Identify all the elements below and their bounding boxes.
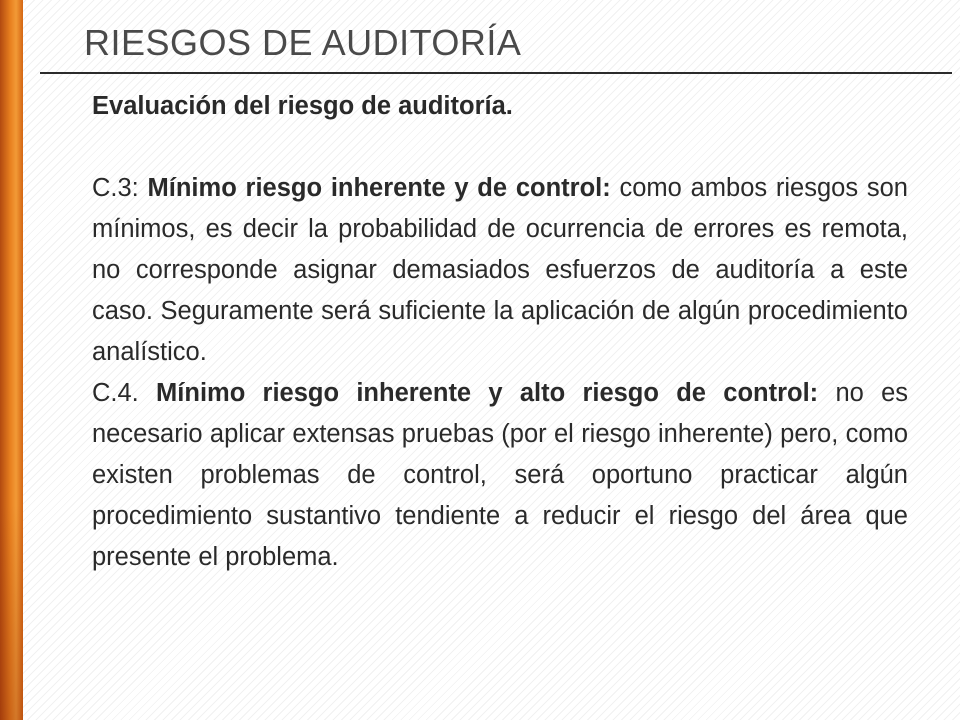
- paragraph-code: C.3:: [92, 174, 148, 202]
- paragraph-text: no es necesario aplicar extensas pruebas (por el riesgo inherente) pero, como existen problemas de control, será oportuno practicar algún procedimiento sustantivo tendiente a reducir el riesgo del área que presente el problema.: [92, 379, 909, 571]
- paragraph-term: Mínimo riesgo inherente y de control:: [147, 174, 611, 202]
- decorative-side-bar: [0, 0, 23, 720]
- paragraph-c3: [92, 168, 908, 373]
- section-subtitle: Evaluación del riesgo de auditoría.: [92, 92, 513, 120]
- title-divider: [40, 72, 952, 74]
- paragraph-term: Mínimo riesgo inherente y alto riesgo de control:: [156, 379, 819, 407]
- slide-title: RIESGOS DE AUDITORÍA: [84, 22, 522, 63]
- paragraph-text: como ambos riesgos son mínimos, es decir la probabilidad de ocurrencia de errores es remota, no corresponde asignar demasiados esfuerzos de auditoría a este caso. Seguramente será suficiente la aplicación de algún procedimiento analístico.: [92, 174, 908, 366]
- paragraph-c4: [92, 373, 908, 578]
- slide-content: [92, 86, 908, 578]
- paragraph-code: C.4.: [92, 379, 157, 407]
